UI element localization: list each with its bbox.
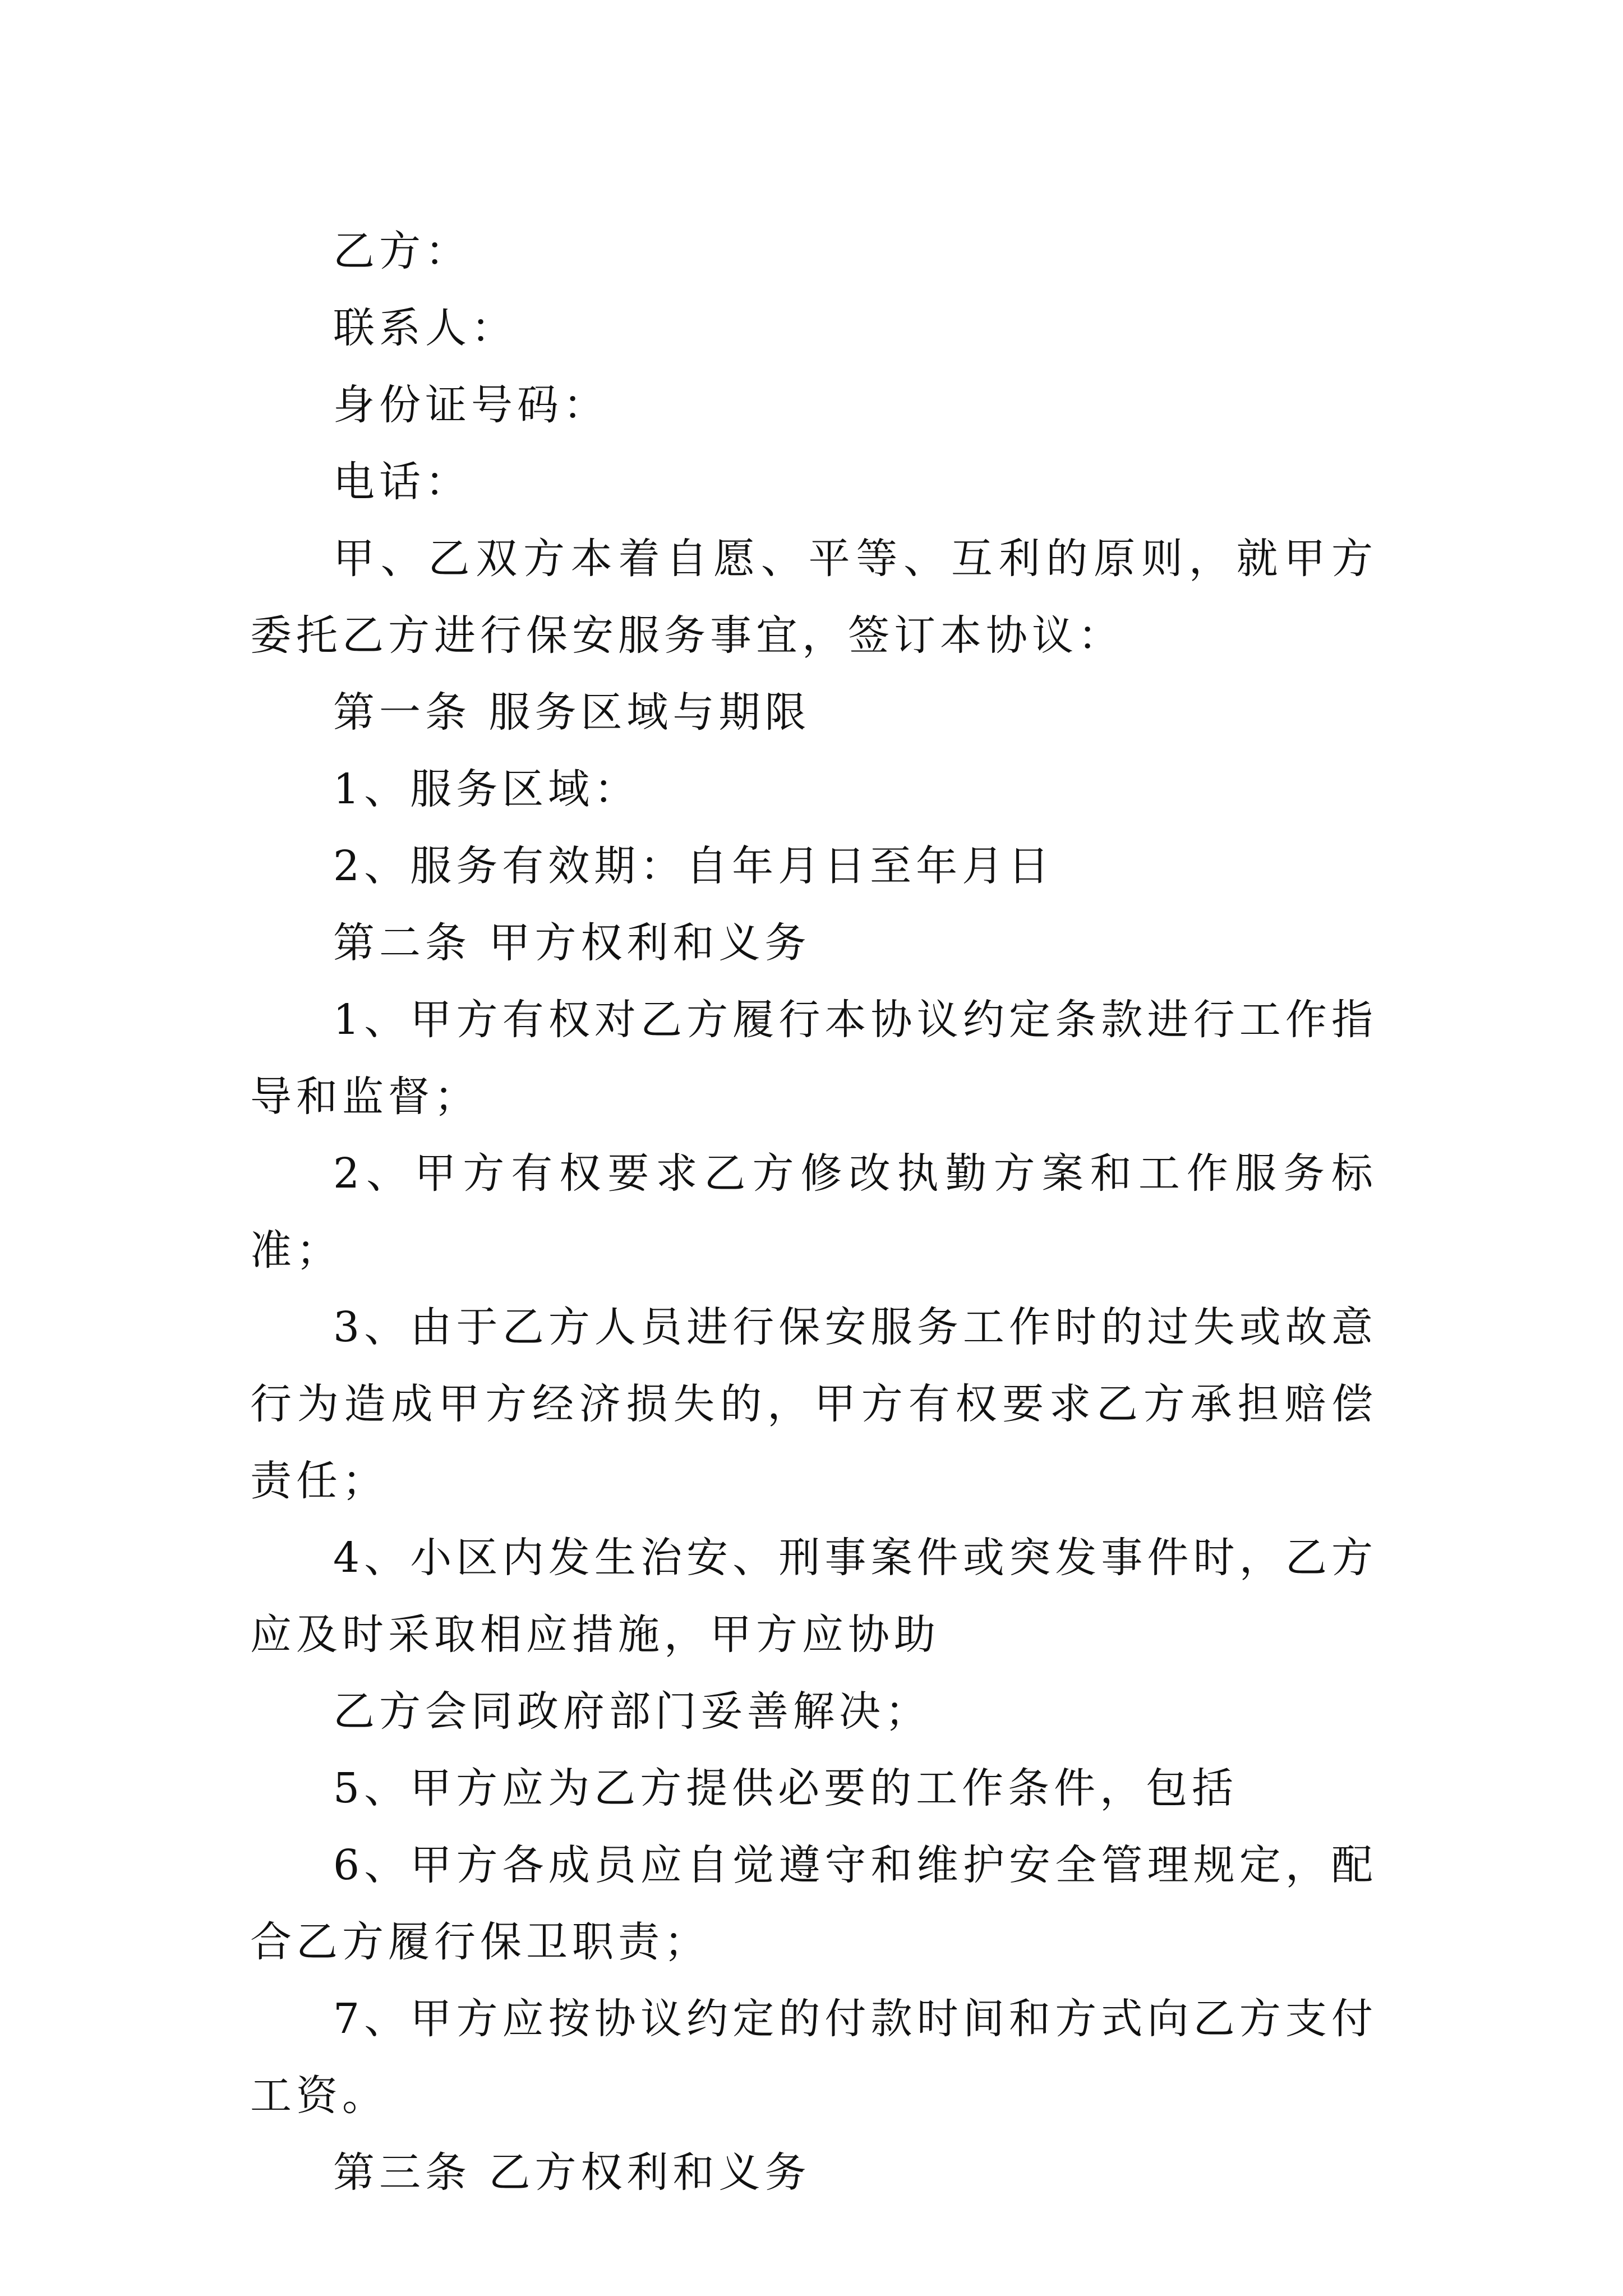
article-2-item-7: 7、甲方应按协议约定的付款时间和方式向乙方支付工资。 xyxy=(250,1995,1377,2120)
article-2-item-4: 4、小区内发生治安、刑事案件或突发事件时，乙方应及时采取相应措施，甲方应协助 xyxy=(250,1534,1377,1659)
id-number-line: 身份证号码： xyxy=(333,381,609,429)
article-1-item-1: 1、服务区域： xyxy=(333,765,640,813)
article-2-item-6: 6、甲方各成员应自觉遵守和维护安全管理规定，配合乙方履行保卫职责； xyxy=(250,1841,1377,1966)
article-3-heading: 第三条 乙方权利和义务 xyxy=(333,2148,811,2197)
contact-person-line: 联系人： xyxy=(333,304,517,352)
article-2-heading: 第二条 甲方权利和义务 xyxy=(333,919,811,967)
article-2-item-4-continued: 乙方会同政府部门妥善解决； xyxy=(333,1687,931,1736)
article-1-item-2: 2、服务有效期：自年月日至年月日 xyxy=(333,842,1054,890)
party-b-line: 乙方： xyxy=(333,227,471,275)
article-2-item-2: 2、甲方有权要求乙方修改执勤方案和工作服务标准； xyxy=(250,1149,1377,1274)
document-body xyxy=(250,213,1377,2211)
article-1-heading: 第一条 服务区域与期限 xyxy=(333,688,811,737)
article-2-item-5: 5、甲方应为乙方提供必要的工作条件，包括 xyxy=(333,1764,1238,1812)
phone-line: 电话： xyxy=(333,458,471,506)
preamble-paragraph: 甲、乙双方本着自愿、平等、互利的原则，就甲方委托乙方进行保安服务事宜，签订本协议： xyxy=(250,535,1377,660)
article-2-item-3: 3、由于乙方人员进行保安服务工作时的过失或故意行为造成甲方经济损失的，甲方有权要求乙方承担赔偿责任； xyxy=(250,1303,1377,1505)
article-2-item-1: 1、甲方有权对乙方履行本协议约定条款进行工作指导和监督； xyxy=(250,996,1377,1121)
